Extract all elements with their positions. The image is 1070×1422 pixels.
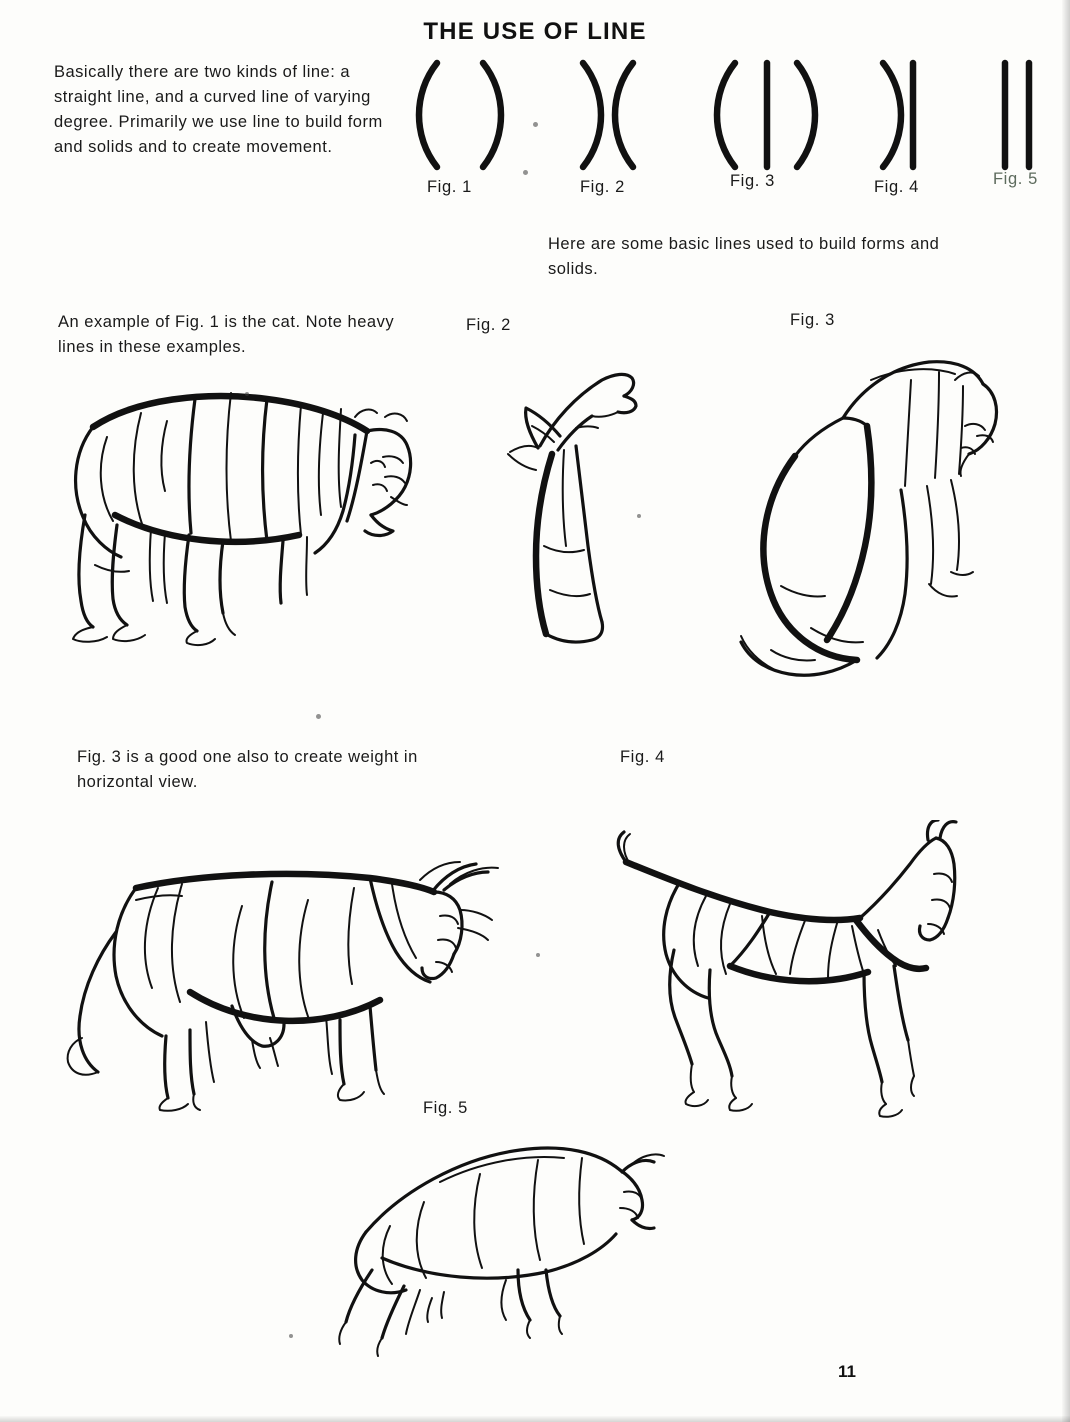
scan-speck [245,392,249,396]
scan-speck [316,714,321,719]
basic-lines-note: Here are some basic lines used to build forms and solids. [548,235,940,278]
bear-drawing-svg [715,340,1015,700]
figure-caption-5: Fig. 5 [993,170,1038,188]
wolf-drawing-svg [480,350,660,650]
line-figures-svg [405,55,1045,175]
intro-paragraph: Basically there are two kinds of line: a straight line, and a curved line of varying degree. Primarily we use line to build form and solids and to create movement. [54,63,383,156]
figure-caption-4: Fig. 4 [874,178,919,196]
deer-drawing-svg [320,1130,690,1360]
scan-speck [637,514,641,518]
cow-drawing-svg [40,840,510,1120]
scan-edge-bottom [0,1416,1070,1422]
scan-edge-right [1062,0,1070,1422]
fig3-note: Fig. 3 is a good one also to create weight in horizontal view. [77,748,418,791]
illustration-caption-fig2: Fig. 2 [466,316,511,334]
horse-drawing-svg [610,820,980,1120]
page-title: THE USE OF LINE [423,18,647,45]
illustration-cat [55,365,435,655]
illustration-wolf [480,350,660,650]
scan-speck [536,953,540,957]
figure-caption-1: Fig. 1 [427,178,472,196]
scan-speck [533,122,538,127]
figure-caption-2: Fig. 2 [580,178,625,196]
page-number: 11 [838,1362,856,1381]
illustration-cow [40,840,510,1120]
cat-drawing-svg [55,365,435,655]
cat-note: An example of Fig. 1 is the cat. Note heavy lines in these examples. [58,313,395,356]
illustration-bear [715,340,1015,700]
scan-speck [523,170,528,175]
basic-line-figures [405,55,1045,175]
scan-speck [289,1334,293,1338]
illustration-deer [320,1130,690,1360]
illustration-caption-fig5: Fig. 5 [423,1099,468,1117]
illustration-caption-fig3: Fig. 3 [790,311,835,329]
illustration-horse [610,820,980,1120]
illustration-caption-fig4: Fig. 4 [620,748,665,766]
figure-caption-3: Fig. 3 [730,172,775,190]
